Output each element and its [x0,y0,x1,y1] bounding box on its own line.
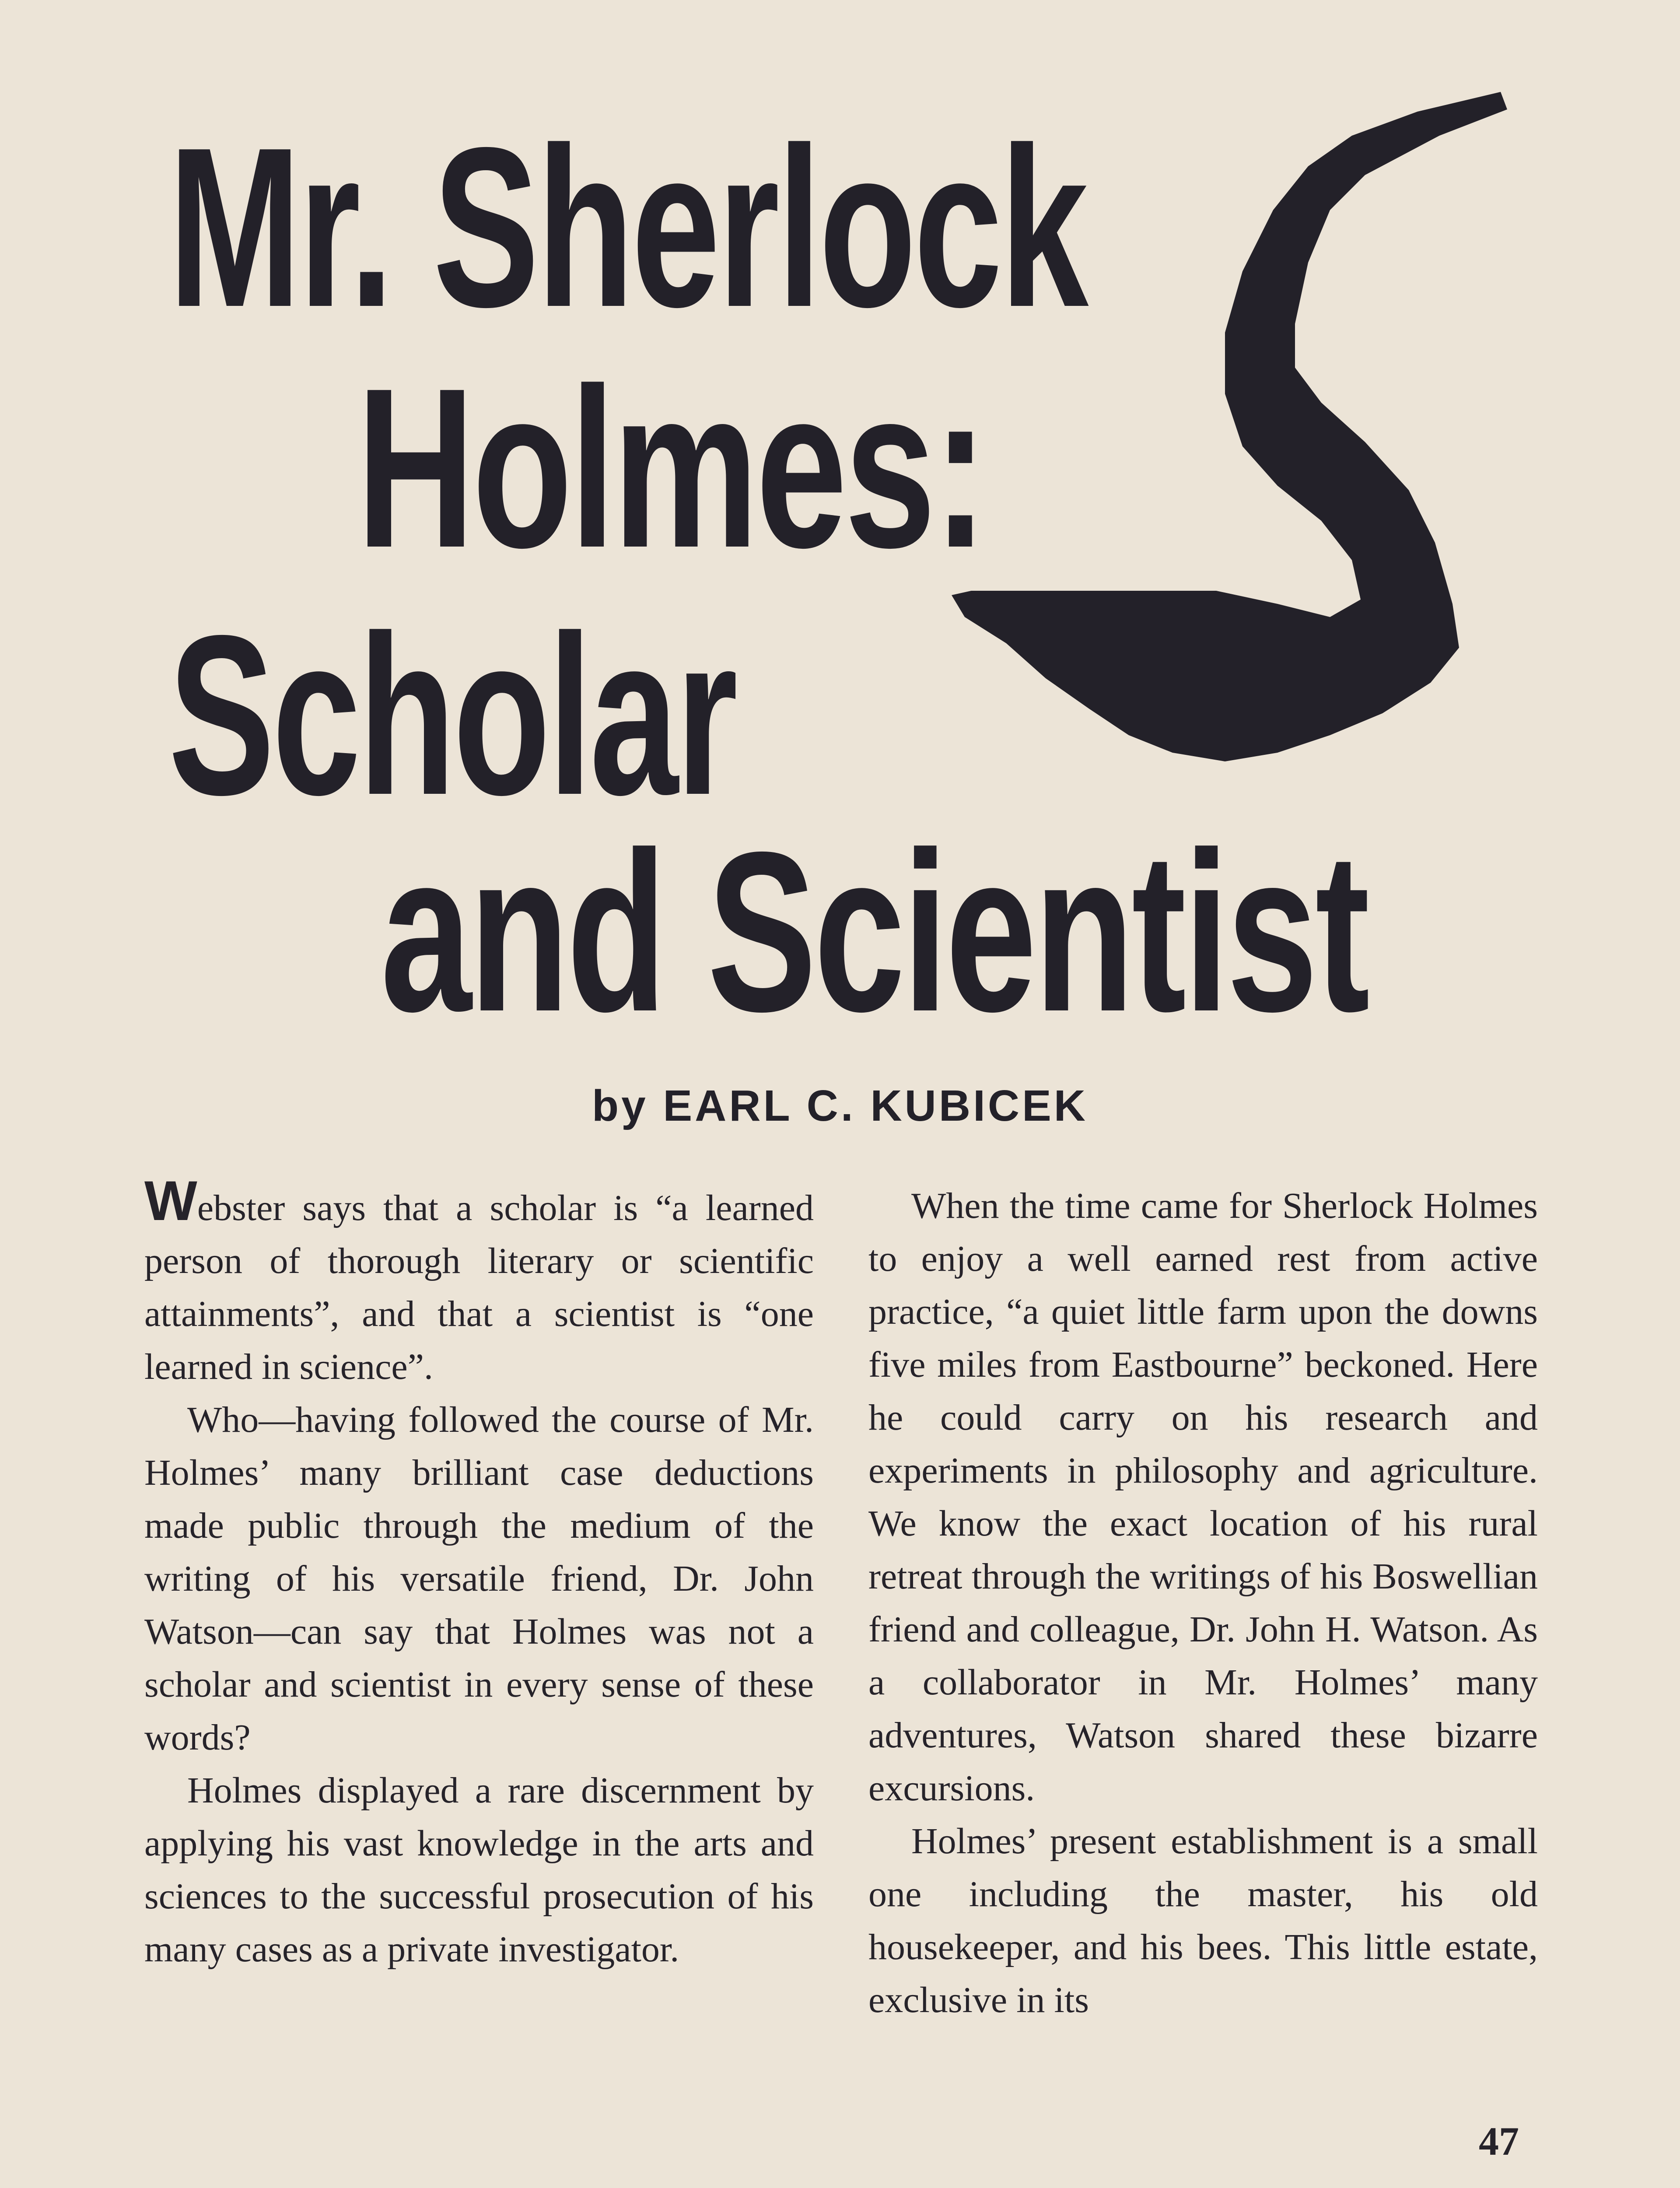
body-column-right [868,1179,1538,2027]
title-line-3: Scholar [168,588,735,842]
drop-cap: W [144,1170,197,1232]
page-number: 47 [1479,2119,1519,2163]
paragraph: Who—having followed the course of Mr. Holmes’ many brilliant case deductions made public through the medium of the writing of his versatile friend, Dr. John Watson—can say that Holmes was not a scholar and scientist in every sense of these words? [144,1399,814,1758]
byline: by EARL C. KUBICEK [592,1081,1088,1130]
pipe-icon [945,79,1522,831]
body-column-left [144,1170,814,1976]
paragraph: Holmes’ present establishment is a small one including the master, his old housekeeper, and his bees. This little estate, exclusive in its [868,1821,1538,2020]
paragraph-text: ebster says that a scholar is “a learned person of thorough literary or scientific attainments”, and that a scientist is “one learned in science”. [144,1188,814,1387]
title-line-2: Holmes: [357,341,985,595]
paragraph: When the time came for Sherlock Holmes to enjoy a well earned rest from active practice, “a quiet little farm upon the downs five miles from Eastbourne” beckoned. Here he could carry on his research and experiments in philosophy and agriculture. We know the exact location of his rural retreat through the writings of his Boswellian friend and colleague, Dr. John H. Watson. As a collaborator in Mr. Holmes’ many adventures, Watson shared these bizarre excursions. [868,1185,1538,1809]
paragraph: Holmes displayed a rare discernment by applying his vast knowledge in the arts and sciences to the successful prosecution of his many cases as a private investigator. [144,1770,814,1970]
title-line-4: and Scientist [381,805,1368,1059]
paragraph [144,1170,814,1393]
title-line-1: Mr. Sherlock [168,100,1086,354]
